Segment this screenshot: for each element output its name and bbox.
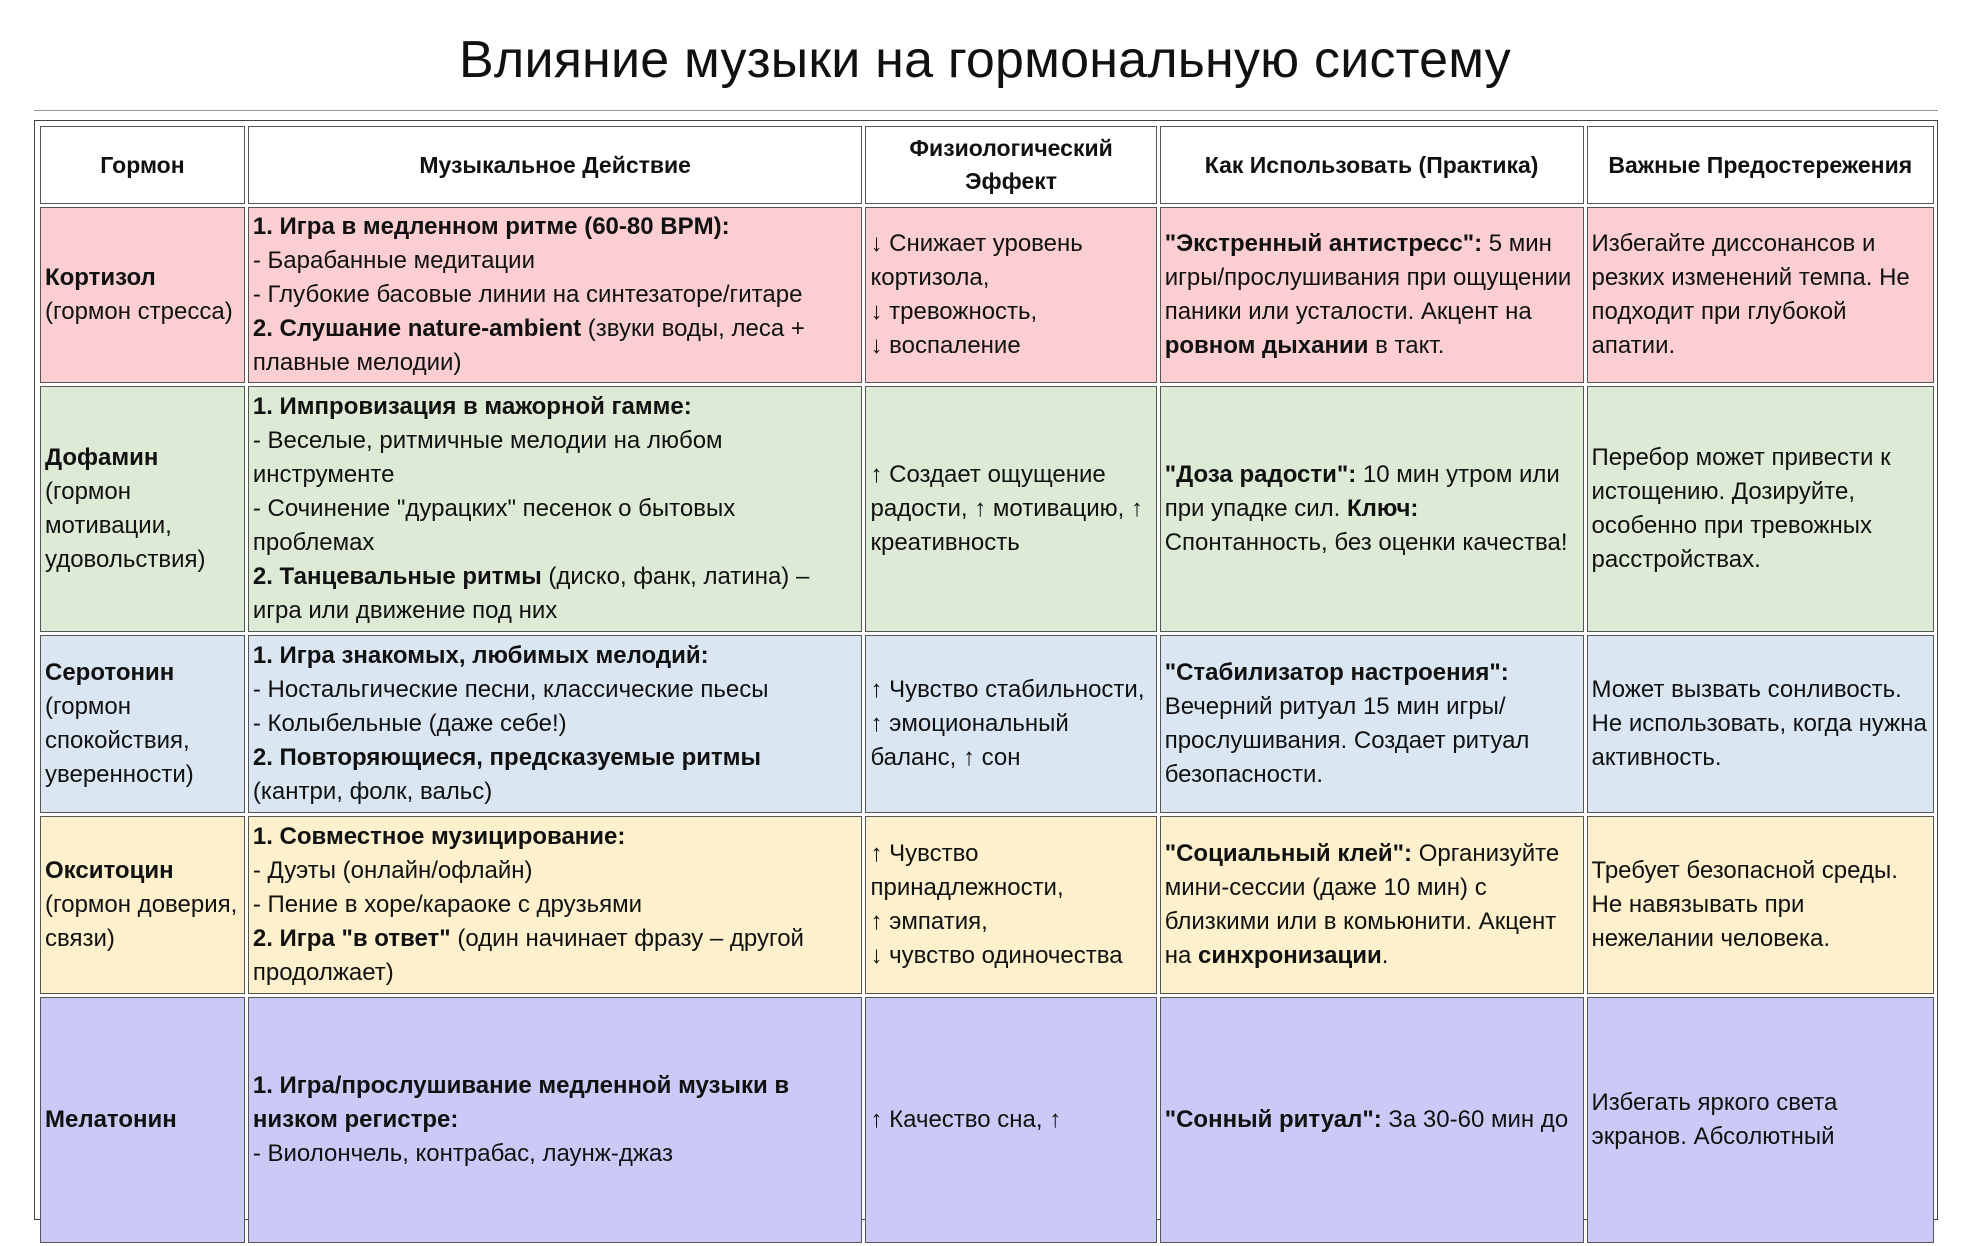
warning-cell: Перебор может привести к истощению. Дозируйте, особенно при тревожных расстройствах. (1587, 386, 1935, 632)
practice-bold: ровном дыхании (1164, 332, 1369, 359)
warning-cell: Избегать яркого света экранов. Абсолютный (1587, 997, 1935, 1243)
action-cell (248, 386, 863, 632)
action-bold: 1. Совместное музицирование: (252, 823, 626, 850)
hormone-name: Дофамин (45, 444, 159, 471)
action-line (253, 492, 858, 560)
action-text: - Колыбельные (даже себе!) (252, 710, 567, 737)
action-line (253, 1137, 858, 1171)
header-action: Музыкальное Действие (248, 126, 863, 204)
hormone-name: Окситоцин (45, 857, 174, 884)
effect-cell (865, 207, 1156, 383)
effect-line: ↑ Чувство принадлежности, (870, 840, 1064, 901)
action-text: (один начинает фразу – другой продолжает) (252, 925, 804, 986)
effect-line: ↓ Снижает уровень кортизола, (870, 230, 1083, 291)
practice-text: 10 мин утром или при упадке сил. (1164, 461, 1560, 522)
practice-bold: "Доза радости": (1164, 461, 1357, 488)
action-text: - Глубокие басовые линии на синтезаторе/гитаре (252, 281, 803, 308)
action-bold: 1. Игра в медленном ритме (60-80 BPM): (252, 213, 730, 240)
action-bold: 2. Повторяющиеся, предсказуемые ритмы (252, 744, 762, 771)
header-warning: Важные Предостережения (1587, 126, 1935, 204)
action-line (253, 922, 858, 990)
action-cell (248, 635, 863, 813)
action-bold: 2. Танцевальные ритмы (252, 563, 542, 590)
hormone-cell (40, 386, 245, 632)
hormone-table (37, 123, 1937, 1246)
action-cell (248, 207, 863, 383)
effect-cell (865, 635, 1156, 813)
practice-text: . (1381, 942, 1389, 969)
practice-bold: "Стабилизатор настроения": (1164, 659, 1509, 686)
warning-cell: Может вызвать сонливость. Не использовать, когда нужна активность. (1587, 635, 1935, 813)
hormone-subtitle: (гормон доверия, связи) (45, 891, 238, 952)
action-cell (248, 816, 863, 994)
practice-text: За 30-60 мин до (1381, 1106, 1569, 1133)
practice-bold: "Экстренный антистресс": (1164, 230, 1483, 257)
hormone-subtitle: (гормон мотивации, удовольствия) (45, 478, 206, 573)
action-text: (звуки воды, леса + плавные мелодии) (252, 315, 805, 376)
action-line (253, 707, 858, 741)
action-line (253, 673, 858, 707)
effect-line: ↓ воспаление (870, 332, 1021, 359)
warning-cell: Избегайте диссонансов и резких изменений темпа. Не подходит при глубокой апатии. (1587, 207, 1935, 383)
action-text: (диско, фанк, латина) – игра или движение под них (252, 563, 810, 624)
action-line (253, 820, 858, 854)
hormone-cell (40, 635, 245, 813)
practice-bold: "Социальный клей": (1164, 840, 1413, 867)
hormone-name: Кортизол (45, 264, 156, 291)
divider (34, 110, 1938, 111)
action-text: - Ностальгические песни, классические пьесы (252, 676, 769, 703)
action-bold: 2. Игра "в ответ" (252, 925, 451, 952)
table-row (40, 816, 1934, 994)
practice-text: 5 мин игры/прослушивания при ощущении паники или усталости. Акцент на (1164, 230, 1572, 325)
header-effect: Физиологический Эффект (865, 126, 1156, 204)
effect-line: ↑ Чувство стабильности, (870, 676, 1145, 703)
header-practice: Как Использовать (Практика) (1160, 126, 1584, 204)
practice-cell (1160, 386, 1584, 632)
action-line (253, 888, 858, 922)
action-line (253, 854, 858, 888)
hormone-subtitle: (гормон спокойствия, уверенности) (45, 693, 194, 788)
effect-line: ↑ эмоциональный баланс, ↑ сон (870, 710, 1069, 771)
practice-text: в такт. (1368, 332, 1445, 359)
action-cell (248, 997, 863, 1243)
action-line (253, 741, 858, 809)
table-row (40, 997, 1934, 1243)
effect-cell (865, 997, 1156, 1243)
effect-cell (865, 386, 1156, 632)
practice-text: Вечерний ритуал 15 мин игры/прослушивания. Создает ритуал безопасности. (1164, 693, 1530, 788)
hormone-cell (40, 997, 245, 1243)
practice-bold: "Сонный ритуал": (1164, 1106, 1382, 1133)
action-line (253, 210, 858, 244)
action-line (253, 424, 858, 492)
action-bold: 1. Игра/прослушивание медленной музыки в низком регистре: (252, 1072, 790, 1133)
action-text: - Барабанные медитации (252, 247, 535, 274)
practice-bold: Ключ: (1347, 495, 1419, 522)
effect-line: ↓ чувство одиночества (870, 942, 1123, 969)
action-bold: 1. Импровизация в мажорной гамме: (252, 393, 692, 420)
warning-cell: Требует безопасной среды. Не навязывать при нежелании человека. (1587, 816, 1935, 994)
action-line (253, 312, 858, 380)
practice-cell (1160, 207, 1584, 383)
hormone-cell (40, 207, 245, 383)
hormone-name: Серотонин (45, 659, 175, 686)
hormone-subtitle: (гормон стресса) (45, 298, 233, 325)
action-text: - Виолончель, контрабас, лаунж-джаз (252, 1140, 673, 1167)
practice-text: Организуйте мини-сессии (даже 10 мин) с близкими или в комьюнити. Акцент на (1164, 840, 1560, 969)
action-line (253, 1069, 858, 1137)
practice-text: Спонтанность, без оценки качества! (1164, 529, 1568, 556)
action-text: - Сочинение "дурацких" песенок о бытовых проблемах (252, 495, 736, 556)
practice-cell (1160, 997, 1584, 1243)
action-line (253, 390, 858, 424)
action-bold: 2. Слушание nature-ambient (252, 315, 582, 342)
practice-bold: синхронизации (1197, 942, 1382, 969)
practice-cell (1160, 816, 1584, 994)
hormone-name: Мелатонин (45, 1106, 177, 1133)
action-text: (кантри, фолк, вальс) (252, 778, 493, 805)
action-line (253, 244, 858, 278)
effect-cell (865, 816, 1156, 994)
action-line (253, 560, 858, 628)
effect-line: ↑ Создает ощущение радости, ↑ мотивацию, ↑ креативность (870, 461, 1143, 556)
table-row (40, 386, 1934, 632)
table-row (40, 207, 1934, 383)
action-text: - Веселые, ритмичные мелодии на любом инструменте (252, 427, 723, 488)
action-text: - Дуэты (онлайн/офлайн) (252, 857, 533, 884)
effect-line: ↑ эмпатия, (870, 908, 988, 935)
action-line (253, 278, 858, 312)
header-row (40, 126, 1934, 204)
hormone-table-frame (34, 120, 1938, 1220)
page-title: Влияние музыки на гормональную систему (459, 31, 1511, 89)
action-text: - Пение в хоре/караоке с друзьями (252, 891, 643, 918)
table-row (40, 635, 1934, 813)
header-hormone: Гормон (40, 126, 245, 204)
effect-line: ↓ тревожность, (870, 298, 1038, 325)
practice-cell (1160, 635, 1584, 813)
hormone-cell (40, 816, 245, 994)
action-line (253, 639, 858, 673)
effect-line: ↑ Качество сна, ↑ (870, 1106, 1062, 1133)
action-bold: 1. Игра знакомых, любимых мелодий: (252, 642, 709, 669)
